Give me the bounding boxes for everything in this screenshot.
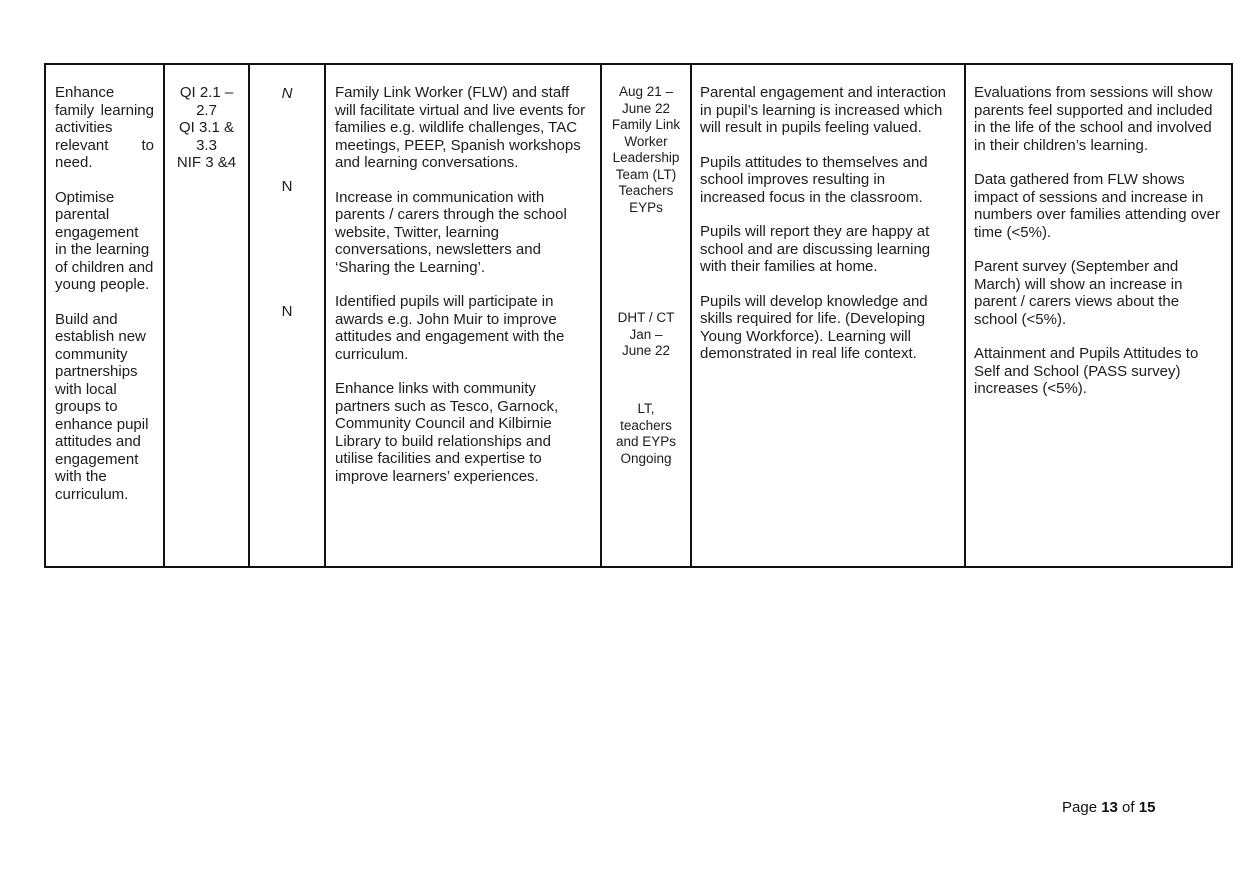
goal-paragraph: Optimise parental engagement in the learning of children and young people. (55, 188, 154, 293)
goal-paragraph: Build and establish new community partnerships with local groups to enhance pupil attitudes and engagement with the curriculum. (55, 310, 149, 503)
timeline-line: Worker (624, 133, 668, 149)
footer-of-label: of (1117, 799, 1139, 816)
actions-cell (324, 65, 600, 566)
footer-current-page: 13 (1101, 799, 1118, 816)
evidence-paragraph: Attainment and Pupils Attitudes to Self and School (PASS survey) increases (<5%). (974, 345, 1199, 397)
qi-codes-cell (163, 65, 248, 566)
timeline-line: Family Link (611, 117, 681, 132)
timeline-cell (600, 65, 690, 566)
timeline-block-2 (604, 310, 688, 360)
timeline-line: teachers (620, 417, 672, 433)
evidence-cell (964, 65, 1231, 566)
outcome-paragraph: Pupils attitudes to themselves and school improves resulting in increased focus in the classroom. (700, 153, 928, 206)
outcome-paragraph: Parental engagement and interaction in pupil’s learning is increased which will result in pupils feeling valued. (700, 84, 947, 136)
footer-total-pages: 15 (1138, 799, 1156, 816)
timeline-line: LT, (637, 401, 655, 416)
goal-cell (46, 65, 163, 566)
timeline-line: Aug 21 – (618, 84, 674, 99)
action-paragraph: Enhance links with community partners such as Tesco, Garnock, Community Council and Kilbirnie Library to build relationships and utilise facilities and expertise to improve learners’ experiences. (335, 380, 559, 485)
timeline-block-3 (604, 401, 688, 467)
evidence-paragraph: Evaluations from sessions will show parents feel supported and included in the life of the school and involved in their children’s learning. (974, 84, 1213, 154)
timeline-line: EYPs (629, 199, 663, 215)
timeline-line: DHT / CT (617, 310, 675, 325)
evidence-paragraph: Parent survey (September and March) will show an increase in parent / carers views about the school (<5%). (974, 258, 1183, 328)
timeline-line: Ongoing (620, 450, 672, 466)
marker-n-3: N (281, 303, 293, 320)
timeline-line: Jan – (629, 326, 663, 342)
outcomes-cell (690, 65, 964, 566)
timeline-line: Leadership (612, 150, 680, 165)
qi-code-line: QI 2.1 – (179, 84, 234, 101)
qi-code-line: 2.7 (196, 101, 217, 119)
improvement-plan-table (44, 63, 1233, 568)
marker-n-1: N (281, 85, 293, 102)
outcome-paragraph: Pupils will develop knowledge and skills required for life. (Developing Young Workforce). Learning will demonstrated in real life context. (700, 292, 928, 362)
timeline-line: June 22 (621, 343, 671, 358)
action-paragraph: Identified pupils will participate in awards e.g. John Muir to improve attitudes and engagement with the curriculum. (335, 293, 565, 363)
outcome-paragraph: Pupils will report they are happy at school and are discussing learning with their families at home. (700, 223, 931, 275)
action-paragraph: Increase in communication with parents / carers through the school website, Twitter, learning conversations, newsletters and ‘Sharing the Learning’. (335, 188, 567, 276)
timeline-line: Team (LT) (615, 166, 677, 182)
timeline-block-1 (604, 84, 688, 216)
qi-code-line: QI 3.1 & (178, 119, 235, 136)
goal-paragraph: Enhance family learning activities relevant to need. (55, 84, 154, 171)
page-footer (1062, 799, 1155, 816)
qi-code-line: NIF 3 &4 (176, 154, 237, 171)
timeline-line: and EYPs (615, 434, 677, 449)
timeline-line: June 22 (621, 100, 671, 116)
timeline-line: Teachers (618, 183, 674, 198)
marker-cell (248, 65, 324, 566)
action-paragraph: Family Link Worker (FLW) and staff will facilitate virtual and live events for families e.g. wildlife challenges, TAC meetings, PEEP, Spanish workshops and learning conversations. (335, 84, 586, 171)
qi-code-line: 3.3 (196, 136, 217, 154)
footer-page-label: Page (1062, 799, 1102, 816)
evidence-paragraph: Data gathered from FLW shows impact of sessions and increase in numbers over families attending over time (<5%). (974, 171, 1220, 241)
marker-n-2: N (281, 178, 293, 195)
